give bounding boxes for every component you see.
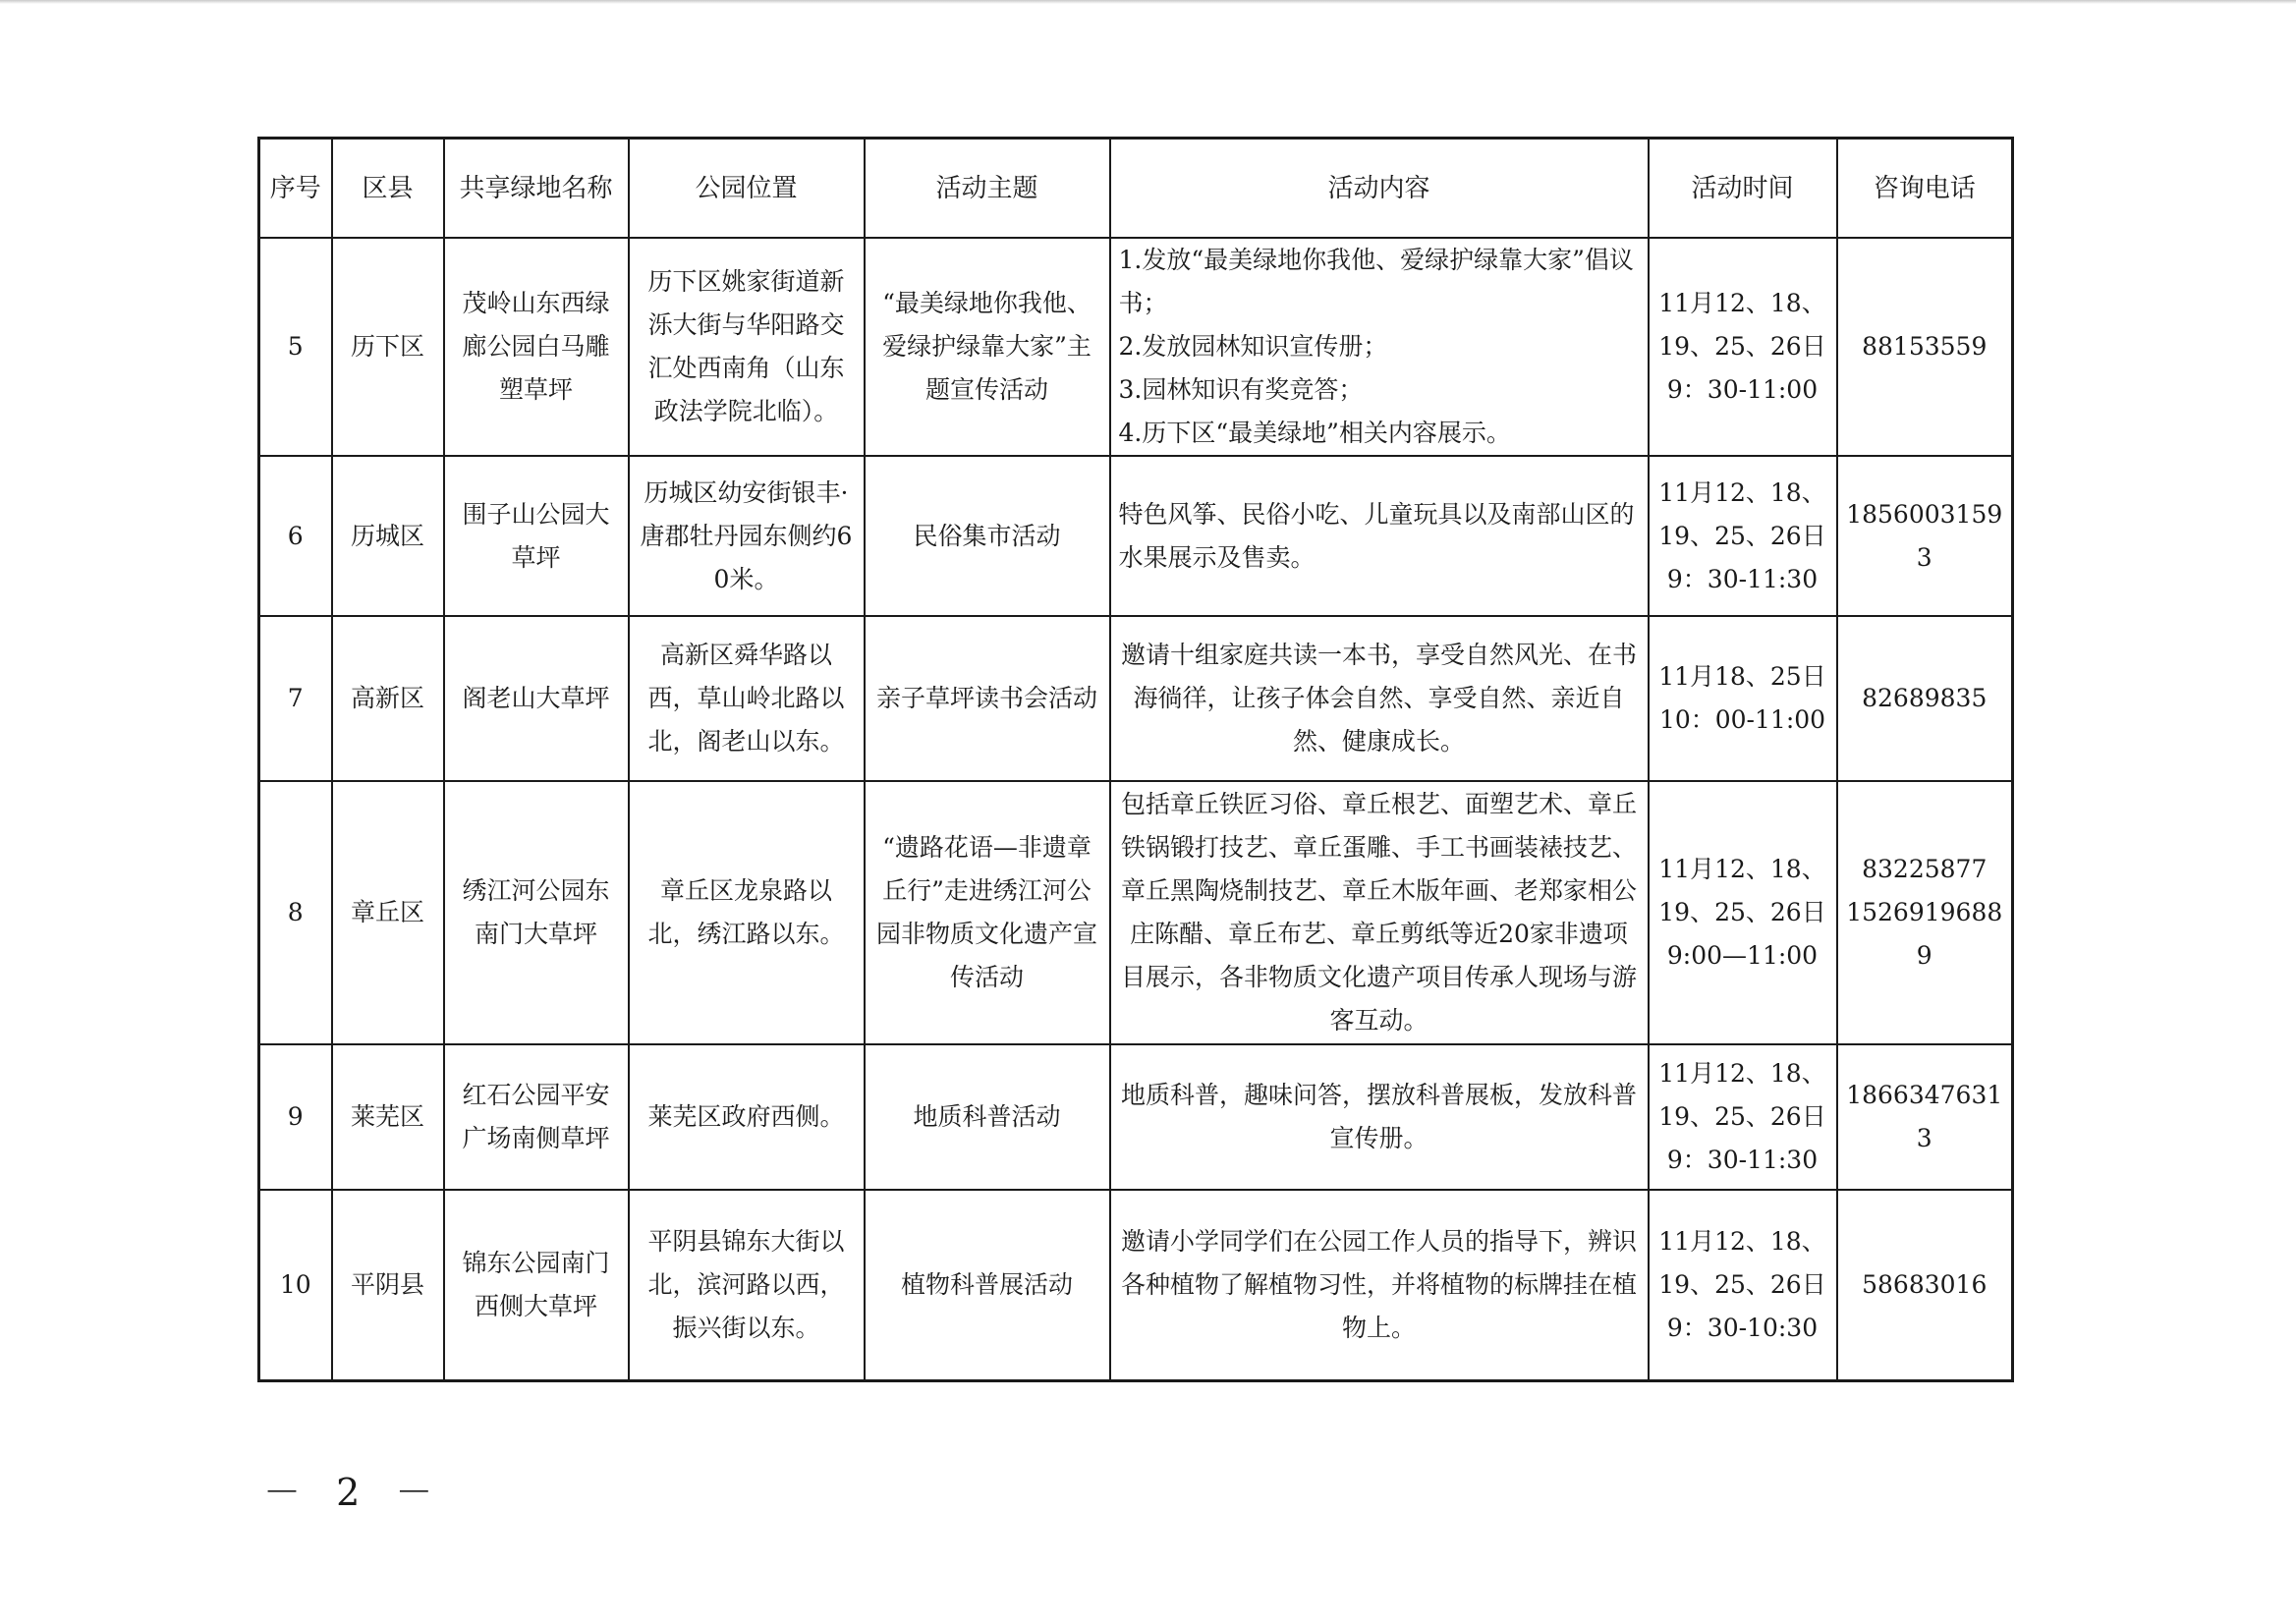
table-row bbox=[259, 781, 2013, 1044]
cell-theme: “遗路花语—非遗章丘行”走进绣江河公园非物质文化遗产宣传活动 bbox=[865, 781, 1110, 1044]
cell-content bbox=[1110, 1044, 1649, 1190]
cell-no: 7 bbox=[259, 616, 332, 781]
phone-number: 88153559 bbox=[1862, 332, 1988, 361]
table-row bbox=[259, 238, 2013, 456]
cell-name: 围子山公园大草坪 bbox=[444, 456, 629, 616]
cell-name: 锦东公园南门西侧大草坪 bbox=[444, 1190, 629, 1380]
cell-location: 平阴县锦东大街以北，滨河路以西，振兴街以东。 bbox=[629, 1190, 865, 1380]
cell-location: 莱芜区政府西侧。 bbox=[629, 1044, 865, 1190]
green-space-activity-table bbox=[257, 137, 2014, 1382]
table-row bbox=[259, 456, 2013, 616]
content-line: 4.历下区“最美绿地”相关内容展示。 bbox=[1118, 419, 1511, 447]
cell-district: 莱芜区 bbox=[332, 1044, 444, 1190]
cell-phone bbox=[1837, 616, 2013, 781]
header-row bbox=[259, 139, 2013, 239]
cell-content bbox=[1110, 616, 1649, 781]
content-line: 1.发放“最美绿地你我他、爱绿护绿靠大家”倡议书； bbox=[1118, 246, 1634, 317]
cell-phone bbox=[1837, 456, 2013, 616]
table-row bbox=[259, 1044, 2013, 1190]
content-line: 2.发放园林知识宣传册； bbox=[1118, 332, 1388, 361]
content-line: 特色风筝、民俗小吃、儿童玩具以及南部山区的水果展示及售卖。 bbox=[1118, 499, 1635, 572]
cell-phone bbox=[1837, 1190, 2013, 1380]
cell-content bbox=[1110, 781, 1649, 1044]
content-line: 3.园林知识有奖竞答； bbox=[1118, 375, 1364, 404]
cell-phone bbox=[1837, 238, 2013, 456]
cell-district: 高新区 bbox=[332, 616, 444, 781]
header-no: 序号 bbox=[259, 139, 332, 239]
header-location: 公园位置 bbox=[629, 139, 865, 239]
cell-location: 章丘区龙泉路以北，绣江路以东。 bbox=[629, 781, 865, 1044]
header-time: 活动时间 bbox=[1649, 139, 1837, 239]
cell-location: 历下区姚家街道新泺大街与华阳路交汇处西南角（山东政法学院北临）。 bbox=[629, 238, 865, 456]
cell-content bbox=[1110, 456, 1649, 616]
cell-phone bbox=[1837, 781, 2013, 1044]
cell-theme: 亲子草坪读书会活动 bbox=[865, 616, 1110, 781]
phone-number: 58683016 bbox=[1862, 1269, 1988, 1299]
content-line: 邀请十组家庭共读一本书，享受自然风光、在书海徜徉，让孩子体会自然、享受自然、亲近自然、健康成长。 bbox=[1120, 641, 1637, 756]
cell-time: 11月12、18、19、25、26日9：30-10:30 bbox=[1649, 1190, 1837, 1380]
cell-name: 阁老山大草坪 bbox=[444, 616, 629, 781]
cell-time: 11月12、18、19、25、26日9：30-11:30 bbox=[1649, 1044, 1837, 1190]
cell-no: 8 bbox=[259, 781, 332, 1044]
cell-district: 平阴县 bbox=[332, 1190, 444, 1380]
cell-no: 9 bbox=[259, 1044, 332, 1190]
cell-location: 高新区舜华路以西，草山岭北路以北，阁老山以东。 bbox=[629, 616, 865, 781]
phone-number: 82689835 bbox=[1862, 684, 1988, 712]
header-theme: 活动主题 bbox=[865, 139, 1110, 239]
header-content: 活动内容 bbox=[1110, 139, 1649, 239]
cell-no: 10 bbox=[259, 1190, 332, 1380]
cell-theme: 民俗集市活动 bbox=[865, 456, 1110, 616]
scan-top-edge bbox=[0, 0, 2296, 4]
content-line: 包括章丘铁匠习俗、章丘根艺、面塑艺术、章丘铁锅锻打技艺、章丘蛋雕、手工书画装裱技艺、章丘黑陶烧制技艺、章丘木版年画、老郑家相公庄陈醋、章丘布艺、章丘剪纸等近20家非遗项目展示，各非物质文化遗产项目传承人现场与游客互动。 bbox=[1120, 790, 1637, 1035]
header-phone: 咨询电话 bbox=[1837, 139, 2013, 239]
content-line: 邀请小学同学们在公园工作人员的指导下，辨识各种植物了解植物习性，并将植物的标牌挂在植物上。 bbox=[1120, 1226, 1637, 1342]
cell-theme: 植物科普展活动 bbox=[865, 1190, 1110, 1380]
table-row bbox=[259, 616, 2013, 781]
cell-theme: 地质科普活动 bbox=[865, 1044, 1110, 1190]
header-name: 共享绿地名称 bbox=[444, 139, 629, 239]
cell-district: 章丘区 bbox=[332, 781, 444, 1044]
page-number: － 2 － bbox=[263, 1471, 445, 1514]
cell-name: 茂岭山东西绿廊公园白马雕塑草坪 bbox=[444, 238, 629, 456]
cell-content bbox=[1110, 1190, 1649, 1380]
cell-district: 历城区 bbox=[332, 456, 444, 616]
cell-time: 11月18、25日10：00-11:00 bbox=[1649, 616, 1837, 781]
cell-time: 11月12、18、19、25、26日9:00—11:00 bbox=[1649, 781, 1837, 1044]
cell-location: 历城区幼安街银丰·唐郡牡丹园东侧约60米。 bbox=[629, 456, 865, 616]
phone-number: 83225877 bbox=[1862, 855, 1988, 883]
cell-content bbox=[1110, 238, 1649, 456]
phone-number: 15269196889 bbox=[1846, 898, 2003, 970]
cell-name: 红石公园平安广场南侧草坪 bbox=[444, 1044, 629, 1190]
cell-no: 6 bbox=[259, 456, 332, 616]
cell-district: 历下区 bbox=[332, 238, 444, 456]
cell-no: 5 bbox=[259, 238, 332, 456]
phone-number: 18663476313 bbox=[1846, 1081, 2003, 1152]
phone-number: 18560031593 bbox=[1846, 499, 2003, 572]
cell-name: 绣江河公园东南门大草坪 bbox=[444, 781, 629, 1044]
cell-time: 11月12、18、19、25、26日9：30-11:00 bbox=[1649, 238, 1837, 456]
content-line: 地质科普，趣味问答，摆放科普展板，发放科普宣传册。 bbox=[1120, 1081, 1637, 1152]
cell-time: 11月12、18、19、25、26日9：30-11:30 bbox=[1649, 456, 1837, 616]
header-district: 区县 bbox=[332, 139, 444, 239]
cell-theme: “最美绿地你我他、爱绿护绿靠大家”主题宣传活动 bbox=[865, 238, 1110, 456]
cell-phone bbox=[1837, 1044, 2013, 1190]
table-row bbox=[259, 1190, 2013, 1380]
